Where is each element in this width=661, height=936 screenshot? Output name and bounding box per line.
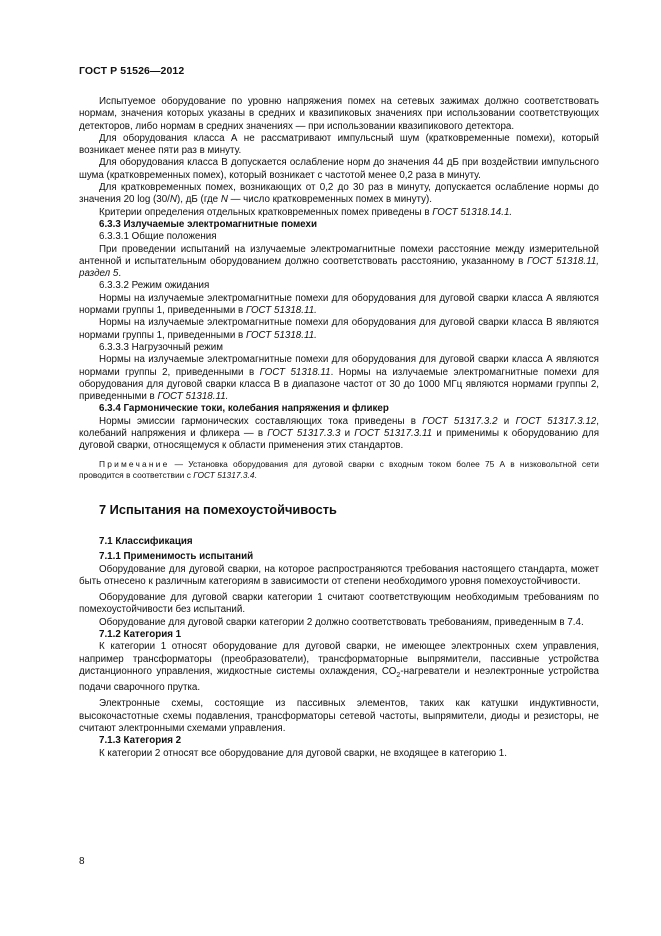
paragraph: При проведении испытаний на излучаемые электромагнитные помехи расстояние между измерительной антенной и испытательным оборудованием должно соответствовать расстоянию, указанному в ГОСТ 51318.11, раздел 5. bbox=[79, 243, 599, 280]
standard-reference: ГОСТ 51318.11. bbox=[245, 305, 317, 317]
paragraph: К категории 2 относят все оборудование для дуговой сварки, не входящее в категорию 1. bbox=[99, 747, 507, 759]
chapter-heading: 7 Испытания на помехоустойчивость bbox=[99, 501, 337, 517]
paragraph: Оборудование для дуговой сварки категории 1 считают соответствующим необходимым требованиям по помехоустойчивости без испытаний. bbox=[79, 592, 599, 616]
document-header: ГОСТ Р 51526—2012 bbox=[79, 65, 185, 77]
section-heading: 7.1 Классификация bbox=[99, 535, 193, 547]
paragraph: Оборудование для дуговой сварки, на которое распространяются требования настоящего стандарта, может быть отнесено к различным категориям в зависимости от степени необходимого уровня помехоустойчивости. bbox=[79, 563, 599, 587]
paragraph: Электронные схемы, состоящие из пассивных элементов, таких как катушки индуктивности, высокочастотные схемы подавления, трансформаторы сетевой частоты, выпрямители, диоды и резисторы, не считают электронными схемами управления. bbox=[79, 698, 599, 735]
standard-reference: ГОСТ 51318.11. bbox=[245, 329, 317, 341]
standard-reference: ГОСТ 51318.11 bbox=[259, 366, 331, 378]
standard-reference: ГОСТ 51318.11. bbox=[157, 391, 229, 403]
subsection-heading: 6.3.3.3 Нагрузочный режим bbox=[99, 341, 223, 353]
standard-reference: ГОСТ 51318.14.1. bbox=[432, 206, 513, 218]
paragraph: Для оборудования класса А не рассматривают импульсный шум (кратковременные помехи), который возникает менее пяти раз в минуту. bbox=[79, 132, 599, 157]
note: Примечание — Установка оборудования для дуговой сварки с входным током более 75 А в низковольтной сети проводится в соответствии с ГОСТ 51317.3.4. bbox=[79, 458, 599, 481]
paragraph: Нормы на излучаемые электромагнитные помехи для оборудования для дуговой сварки класса В являются нормами группы 1, приведенными в ГОСТ 51318.11. bbox=[79, 317, 599, 341]
paragraph: Нормы эмиссии гармонических составляющих тока приведены в ГОСТ 51317.3.2 и ГОСТ 51317.3.12, колебаний напряжения и фликера — в ГОСТ 51317.3.3 и ГОСТ 51317.3.11 и применимы к оборудованию для дуговой сварки, относящемуся к области применения этих стандартов. bbox=[79, 415, 599, 452]
document-body bbox=[79, 96, 599, 760]
note-label: Примечание bbox=[99, 458, 170, 469]
page-number: 8 bbox=[79, 856, 85, 867]
section-heading: 6.3.3 Излучаемые электромагнитные помехи bbox=[99, 218, 317, 230]
standard-reference: ГОСТ 51317.3.4 bbox=[193, 470, 255, 481]
paragraph: Критерии определения отдельных кратковременных помех приведены в ГОСТ 51318.14.1. bbox=[99, 206, 513, 218]
subsection-heading: 7.1.3 Категория 2 bbox=[99, 735, 182, 747]
subsection-heading: 6.3.3.2 Режим ожидания bbox=[99, 280, 210, 292]
paragraph: Испытуемое оборудование по уровню напряжения помех на сетевых зажимах должно соответствовать нормам, значения которых указаны в средних и квазипиковых значениях при использовании соответствующих детекторов, либо нормам в средних значениях — при использовании квазипикового детектора. bbox=[79, 96, 599, 132]
paragraph: Для оборудования класса В допускается ослабление норм до значения 44 дБ при воздействии импульсного шума (кратковременных помех), который возникает с частотой менее 0,2 раза в минуту. bbox=[79, 157, 599, 181]
paragraph: Для кратковременных помех, возникающих от 0,2 до 30 раз в минуту, допускается ослабление нормы до значения 20 log (30/N), дБ (где N — число кратковременных помех в минуту). bbox=[79, 182, 599, 206]
paragraph: Нормы на излучаемые электромагнитные помехи для оборудования для дуговой сварки класса А являются нормами группы 1, приведенными в ГОСТ 51318.11. bbox=[79, 292, 599, 317]
section-heading: 6.3.4 Гармонические токи, колебания напряжения и фликер bbox=[99, 403, 389, 415]
paragraph: Нормы на излучаемые электромагнитные помехи для оборудования для дуговой сварки класса А являются нормами группы 2, приведенными в ГОСТ 51318.11. Нормы на излучаемые электромагнитные помехи для оборудования для дуговой сварки класса В в диапазоне частот от 30 до 1000 МГц являются нормами группы 2, приведенными в ГОСТ 51318.11. bbox=[79, 354, 599, 403]
subsection-heading: 7.1.1 Применимость испытаний bbox=[99, 551, 254, 563]
subsection-heading: 6.3.3.1 Общие положения bbox=[99, 231, 217, 243]
standard-reference: ГОСТ 51318.11, раздел 5 bbox=[79, 255, 599, 280]
subsection-heading: 7.1.2 Категория 1 bbox=[99, 628, 182, 640]
paragraph: К категории 1 относят оборудование для дуговой сварки, не имеющее электронных схем управления, например трансформаторы (преобразователи), трансформаторные выпрямители, пассивные устройства дистанционного управления, жидкостные системы охлаждения, $СО_2$-нагреватели и неэлектронные устройства подачи сварочного прутка. bbox=[79, 641, 599, 694]
paragraph: Оборудование для дуговой сварки категории 2 должно соответствовать требованиям, приведенным в 7.4. bbox=[99, 616, 584, 628]
